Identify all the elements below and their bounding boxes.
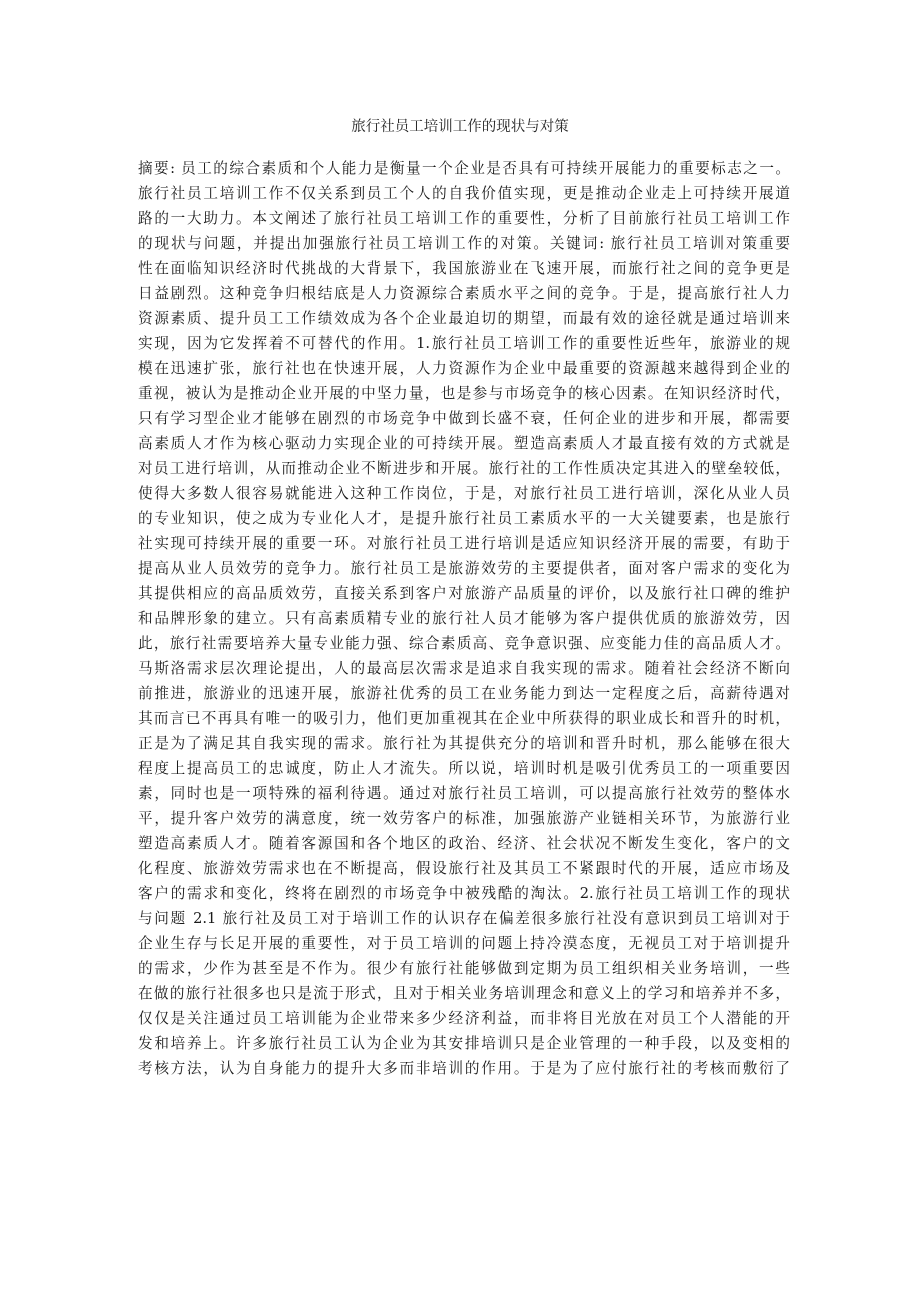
- body-line: 在做的旅行社很多也只是流于形式，且对于相关业务培训理念和意义上的学习和培养并不多，: [138, 985, 790, 1002]
- body-line: 与问题 2.1 旅行社及员工对于培训工作的认识存在偏差很多旅行社没有意识到员工培训对于: [138, 910, 790, 927]
- body-line: 的需求，少作为甚至是不作为。很少有旅行社能够做到定期为员工组织相关业务培训，一些: [138, 960, 790, 977]
- body-line: 摘要: 员工的综合素质和个人能力是衡量一个企业是否具有可持续开展能力的重要标志之一。: [138, 160, 790, 177]
- body-line: 路的一大助力。本文阐述了旅行社员工培训工作的重要性，分析了目前旅行社员工培训工作: [138, 210, 790, 227]
- body-line: 前推进，旅游业的迅速开展，旅游社优秀的员工在业务能力到达一定程度之后，高薪待遇对: [138, 685, 790, 702]
- body-line: 只有学习型企业才能够在剧烈的市场竞争中做到长盛不衰，任何企业的进步和开展，都需要: [138, 410, 790, 427]
- body-line: 模在迅速扩张，旅行社也在快速开展，人力资源作为企业中最重要的资源越来越得到企业的: [138, 360, 790, 377]
- body-line: 其而言已不再具有唯一的吸引力，他们更加重视其在企业中所获得的职业成长和晋升的时机，: [138, 710, 790, 727]
- body-line: 社实现可持续开展的重要一环。对旅行社员工进行培训是适应知识经济开展的需要，有助于: [138, 535, 790, 552]
- body-line: 高素质人才作为核心驱动力实现企业的可持续开展。塑造高素质人才最直接有效的方式就是: [138, 435, 790, 452]
- body-line: 使得大多数人很容易就能进入这种工作岗位，于是，对旅行社员工进行培训，深化从业人员: [138, 485, 790, 502]
- body-line: 化程度、旅游效劳需求也在不断提高，假设旅行社及其员工不紧跟时代的开展，适应市场及: [138, 860, 790, 877]
- body-line: 和品牌形象的建立。只有高素质精专业的旅行社人员才能够为客户提供优质的旅游效劳，因: [138, 610, 790, 627]
- body-line: 资源素质、提升员工工作绩效成为各个企业最迫切的期望，而最有效的途径就是通过培训来: [138, 310, 790, 327]
- document-title: 旅行社员工培训工作的现状与对策: [351, 119, 569, 135]
- body-line: 实现，因为它发挥着不可替代的作用。1.旅行社员工培训工作的重要性近些年，旅游业的规: [138, 335, 790, 352]
- body-line: 平，提升客户效劳的满意度，统一效劳客户的标准，加强旅游产业链相关环节，为旅游行业: [138, 810, 790, 827]
- body-line: 企业生存与长足开展的重要性，对于员工培训的问题上持冷漠态度，无视员工对于培训提升: [138, 935, 790, 952]
- body-line: 其提供相应的高品质效劳，直接关系到客户对旅游产品质量的评价，以及旅行社口碑的维护: [138, 585, 790, 602]
- body-line: 的现状与问题，并提出加强旅行社员工培训工作的对策。关键词: 旅行社员工培训对策重要: [138, 235, 790, 252]
- body-line: 发和培养上。许多旅行社员工认为企业为其安排培训只是企业管理的一种手段，以及变相的: [138, 1035, 790, 1052]
- body-line: 塑造高素质人才。随着客源国和各个地区的政治、经济、社会状况不断发生变化，客户的文: [138, 835, 790, 852]
- body-line: 日益剧烈。这种竞争归根结底是人力资源综合素质水平之间的竞争。于是，提高旅行社人力: [138, 285, 790, 302]
- body-line: 提高从业人员效劳的竞争力。旅行社员工是旅游效劳的主要提供者，面对客户需求的变化为: [138, 560, 790, 577]
- document-body: [138, 156, 790, 1081]
- body-line: 客户的需求和变化，终将在剧烈的市场竞争中被残酷的淘汰。2.旅行社员工培训工作的现状: [138, 885, 790, 902]
- body-line: 性在面临知识经济时代挑战的大背景下，我国旅游业在飞速开展，而旅行社之间的竞争更是: [138, 260, 790, 277]
- body-line: 重视，被认为是推动企业开展的中坚力量，也是参与市场竞争的核心因素。在知识经济时代，: [138, 385, 790, 402]
- body-line: 仅仅是关注通过员工培训能为企业带来多少经济利益，而非将目光放在对员工个人潜能的开: [138, 1010, 790, 1027]
- body-line: 素，同时也是一项特殊的福利待遇。通过对旅行社员工培训，可以提高旅行社效劳的整体水: [138, 785, 790, 802]
- body-line: 对员工进行培训，从而推动企业不断进步和开展。旅行社的工作性质决定其进入的壁垒较低，: [138, 460, 790, 477]
- body-line: 马斯洛需求层次理论提出，人的最高层次需求是追求自我实现的需求。随着社会经济不断向: [138, 660, 790, 677]
- body-line: 正是为了满足其自我实现的需求。旅行社为其提供充分的培训和晋升时机，那么能够在很大: [138, 735, 790, 752]
- body-line: 考核方法，认为自身能力的提升大多而非培训的作用。于是为了应付旅行社的考核而敷衍了: [138, 1060, 790, 1077]
- body-line: 此，旅行社需要培养大量专业能力强、综合素质高、竞争意识强、应变能力佳的高品质人才。: [138, 635, 790, 652]
- body-line: 的专业知识，使之成为专业化人才，是提升旅行社员工素质水平的一大关键要素，也是旅行: [138, 510, 790, 527]
- body-line: 程度上提高员工的忠诚度，防止人才流失。所以说，培训时机是吸引优秀员工的一项重要因: [138, 760, 790, 777]
- body-line: 旅行社员工培训工作不仅关系到员工个人的自我价值实现，更是推动企业走上可持续开展道: [138, 185, 790, 202]
